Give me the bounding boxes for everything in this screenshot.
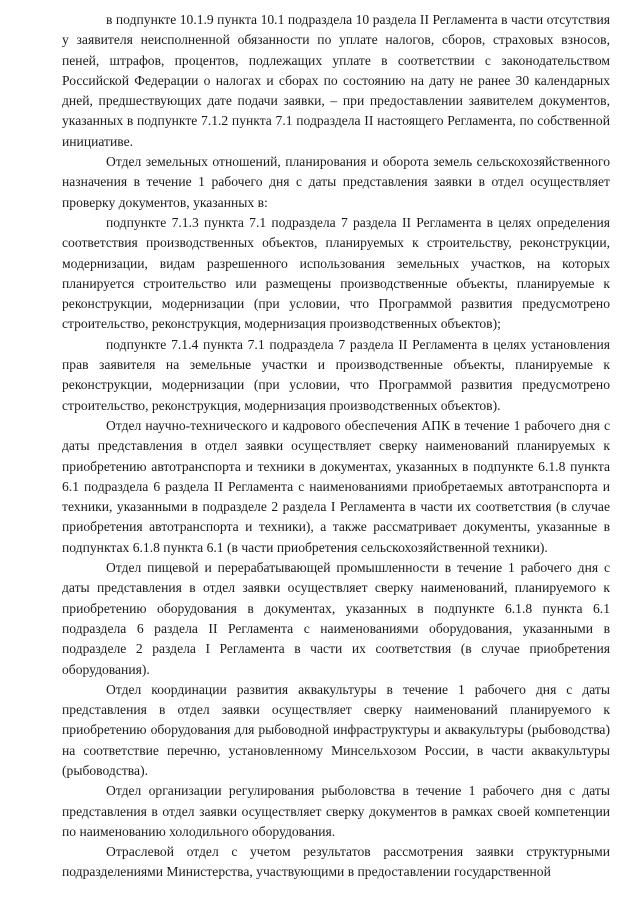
paragraph-subitem-7-1-3: подпункте 7.1.3 пункта 7.1 подраздела 7 раздела II Регламента в целях определения соответствия производственных объектов, планируемых к строительству, реконструкции, модернизации, видам разрешенного использования земельных участков, на которых планируется строительство или размещены производственные объекты, планируемые к реконструкции, модернизации (при условии, что Программой развития предусмотрено строительство, реконструкция, модернизация производственных объектов); <box>62 214 610 332</box>
paragraph-science-personnel-department: Отдел научно-технического и кадрового обеспечения АПК в течение 1 рабочего дня с даты представления в отдел заявки осуществляет сверку наименований планируемых к приобретению автотранспорта и техники в документах, указанных в подпункте 6.1.8 пункта 6.1 подраздела 6 раздела II Регламента с наименованиями приобретаемых автотранспорта и техники, указанными в подразделе 2 раздела I Регламента в части их соответствия (в случае приобретения автотранспорта и техники), а также рассматривает документы, указанные в подпунктах 6.1.8 пункта 6.1 (в части приобретения сельскохозяйственной техники). <box>62 417 610 555</box>
paragraph-aquaculture-department: Отдел координации развития аквакультуры в течение 1 рабочего дня с даты представления в отдел заявки осуществляет сверку наименований планируемого к приобретению оборудования для рыбоводной инфраструктуры и аквакультуры (рыбоводства) на соответствие перечню, установленному Минсельхозом России, в части аквакультуры (рыбоводства). <box>62 681 610 778</box>
paragraph-subitem-7-1-4: подпункте 7.1.4 пункта 7.1 подраздела 7 раздела II Регламента в целях установления прав заявителя на земельные участки и производственные объекты, планируемые к реконструкции, модернизации (при условии, что Программой развития предусмотрено строительство, реконструкция, модернизация производственных объектов). <box>62 336 610 413</box>
document-page <box>62 10 610 883</box>
paragraph-tax-obligation-check: в подпункте 10.1.9 пункта 10.1 подраздела 10 раздела II Регламента в части отсутствия у заявителя неисполненной обязанности по уплате налогов, сборов, страховых взносов, пеней, штрафов, процентов, подлежащих уплате в соответствии с законодательством Российской Федерации о налогах и сборах по состоянию на дату не ранее 30 календарных дней, предшествующих дате подачи заявки, – при предоставлении заявителем документов, указанных в подпункте 7.1.2 пункта 7.1 подраздела II настоящего Регламента, по собственной инициативе. <box>62 12 610 149</box>
paragraph-food-processing-department: Отдел пищевой и перерабатывающей промышленности в течение 1 рабочего дня с даты представления в отдел заявки осуществляет сверку наименований, планируемого к приобретению оборудования в документах, указанных в подпункте 6.1.8 пункта 6.1 подраздела 6 раздела II Регламента с наименованиями оборудования, указанными в подразделе 2 раздела I Регламента в части их соответствия (в случае приобретения оборудования). <box>62 560 610 677</box>
paragraph-land-relations-department: Отдел земельных отношений, планирования и оборота земель сельскохозяйственного назначения в течение 1 рабочего дня с даты представления заявки в отдел осуществляет проверку документов, указанных в: <box>62 154 610 210</box>
paragraph-fishery-regulation-department: Отдел организации регулирования рыболовства в течение 1 рабочего дня с даты представления в отдел заявки осуществляет сверку документов в рамках своей компетенции по наименованию холодильного оборудования. <box>62 783 610 839</box>
paragraph-sector-department: Отраслевой отдел с учетом результатов рассмотрения заявки структурными подразделениями Министерства, участвующими в предоставлении государственной <box>62 844 610 880</box>
